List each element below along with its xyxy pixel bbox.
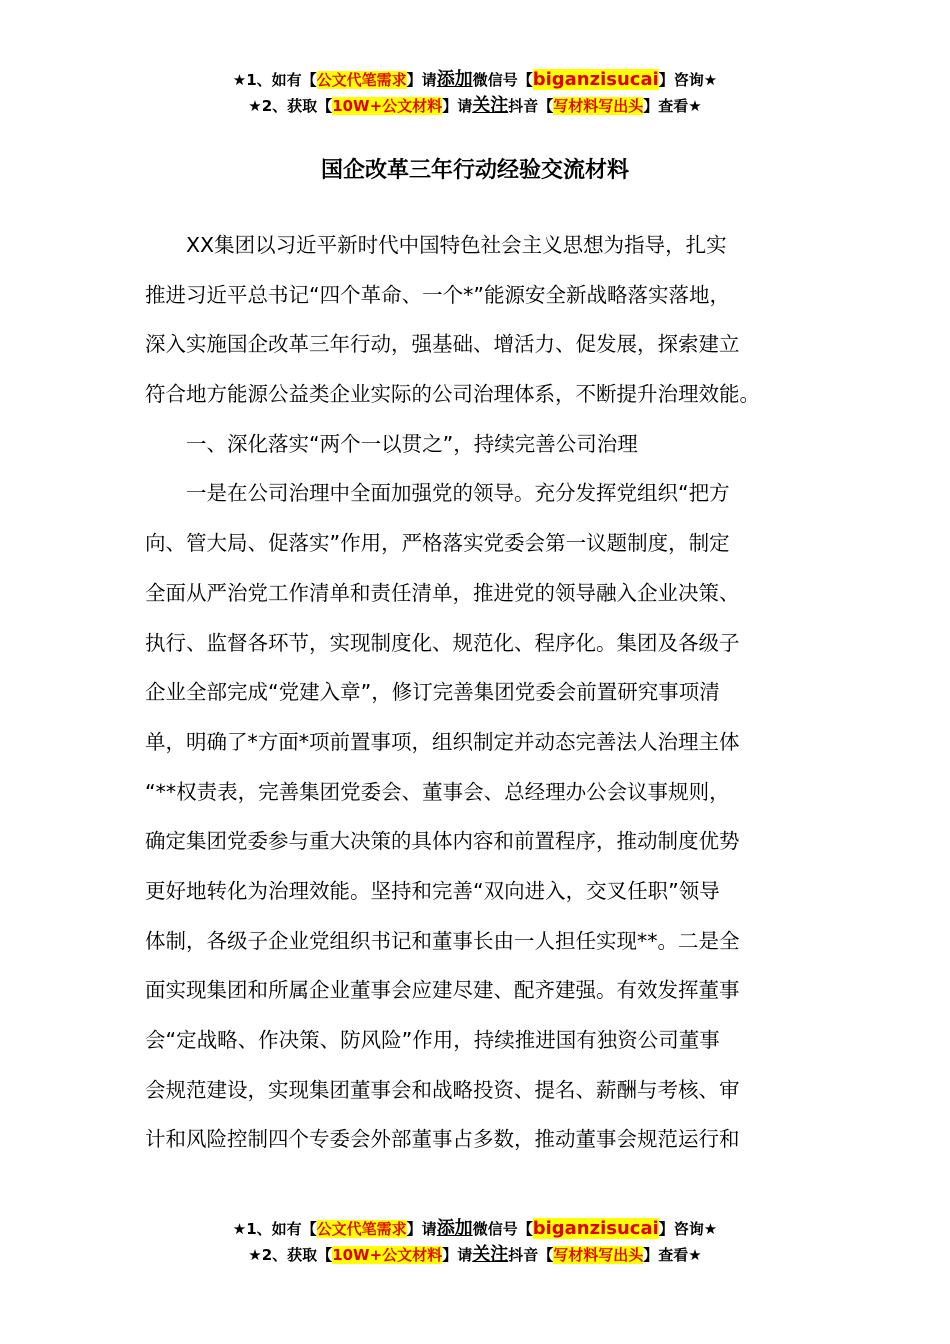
banner-highlight-wechat: biganzisucai: [532, 1218, 659, 1239]
header-banner: [0, 67, 950, 119]
banner-text: 】查看★: [643, 1246, 702, 1264]
body-line: “**权责表，完善集团党委会、董事会、总经理办公会议事规则，: [145, 779, 730, 804]
body-line: 执行、监督各环节，实现制度化、规范化、程序化。集团及各级子: [145, 630, 740, 655]
banner-highlight: 10W+公文材料: [332, 97, 443, 115]
body-line: 会“定战略、作决策、防风险”作用，持续推进国有独资公司董事: [145, 1028, 720, 1052]
banner-text: 抖音【: [508, 97, 554, 115]
banner-text: 微信号【: [472, 1220, 533, 1238]
banner-text: ★1、如有【: [232, 1220, 317, 1238]
body-line: 确定集团党委参与重大决策的具体内容和前置程序，推动制度优势: [145, 829, 740, 854]
banner-underline: 添加: [436, 69, 473, 90]
body-line: 深入实施国企改革三年行动，强基础、增活力、促发展，探索建立: [145, 332, 740, 357]
banner-text: ★1、如有【: [232, 71, 317, 89]
body-line: 面实现集团和所属企业董事会应建尽建、配齐建强。有效发挥董事: [145, 978, 740, 1003]
body-line: 会规范建设，实现集团董事会和战略投资、提名、薪酬与考核、审: [145, 1077, 740, 1102]
banner-line-1: [0, 67, 950, 93]
banner-line-2: [0, 1242, 950, 1268]
body-line: 推进习近平总书记“四个革命、一个*”能源安全新战略落实落地，: [145, 282, 730, 307]
body-line: 向、管大局、促落实”作用，严格落实党委会第一议题制度，制定: [145, 531, 730, 556]
banner-underline: 添加: [436, 1218, 473, 1239]
banner-highlight: 写材料写出头: [553, 97, 644, 115]
banner-text: ★2、获取【: [248, 1246, 333, 1264]
banner-highlight: 写材料写出头: [553, 1246, 644, 1264]
banner-underline: 关注: [472, 1244, 509, 1265]
banner-text: 】咨询★: [658, 1220, 718, 1238]
banner-text: ★2、获取【: [248, 97, 333, 115]
body-line: 体制，各级子企业党组织书记和董事长由一人担任实现**。二是全: [145, 928, 740, 953]
banner-highlight-wechat: biganzisucai: [532, 69, 659, 90]
body-line: 企业全部完成“党建入章”，修订完善集团党委会前置研究事项清: [145, 680, 720, 705]
banner-text: 】请: [442, 1246, 473, 1264]
banner-text: 】请: [406, 1220, 437, 1238]
banner-text: 抖音【: [508, 1246, 554, 1264]
banner-line-2: [0, 93, 950, 119]
banner-text: 】请: [442, 97, 473, 115]
banner-highlight: 公文代笔需求: [316, 71, 407, 89]
body-line: 单，明确了*方面*项前置事项，组织制定并动态完善法人治理主体: [145, 729, 740, 754]
banner-text: 】请: [406, 71, 437, 89]
body-line: 计和风险控制四个专委会外部董事占多数，推动董事会规范运行和: [145, 1127, 740, 1152]
body-line: 全面从严治党工作清单和责任清单，推进党的领导融入企业决策、: [145, 580, 740, 605]
banner-highlight: 10W+公文材料: [332, 1246, 443, 1264]
document-title: 国企改革三年行动经验交流材料: [320, 158, 629, 183]
banner-underline: 关注: [472, 95, 509, 116]
body-line: XX集团以习近平新时代中国特色社会主义思想为指导，扎实: [145, 233, 727, 257]
banner-line-1: [0, 1216, 950, 1242]
body-line: 符合地方能源公益类企业实际的公司治理体系，不断提升治理效能。: [145, 382, 760, 407]
section-heading: 一、深化落实“两个一以贯之”，持续完善公司治理: [145, 431, 638, 456]
banner-text: 微信号【: [472, 71, 533, 89]
banner-highlight: 公文代笔需求: [316, 1220, 407, 1238]
banner-text: 】咨询★: [658, 71, 718, 89]
body-line: 更好地转化为治理效能。坚持和完善“双向进入，交叉任职”领导: [145, 878, 720, 903]
footer-banner: [0, 1216, 950, 1268]
banner-text: 】查看★: [643, 97, 702, 115]
body-line: 一是在公司治理中全面加强党的领导。充分发挥党组织“把方: [145, 481, 730, 506]
document-body: [145, 221, 805, 1165]
